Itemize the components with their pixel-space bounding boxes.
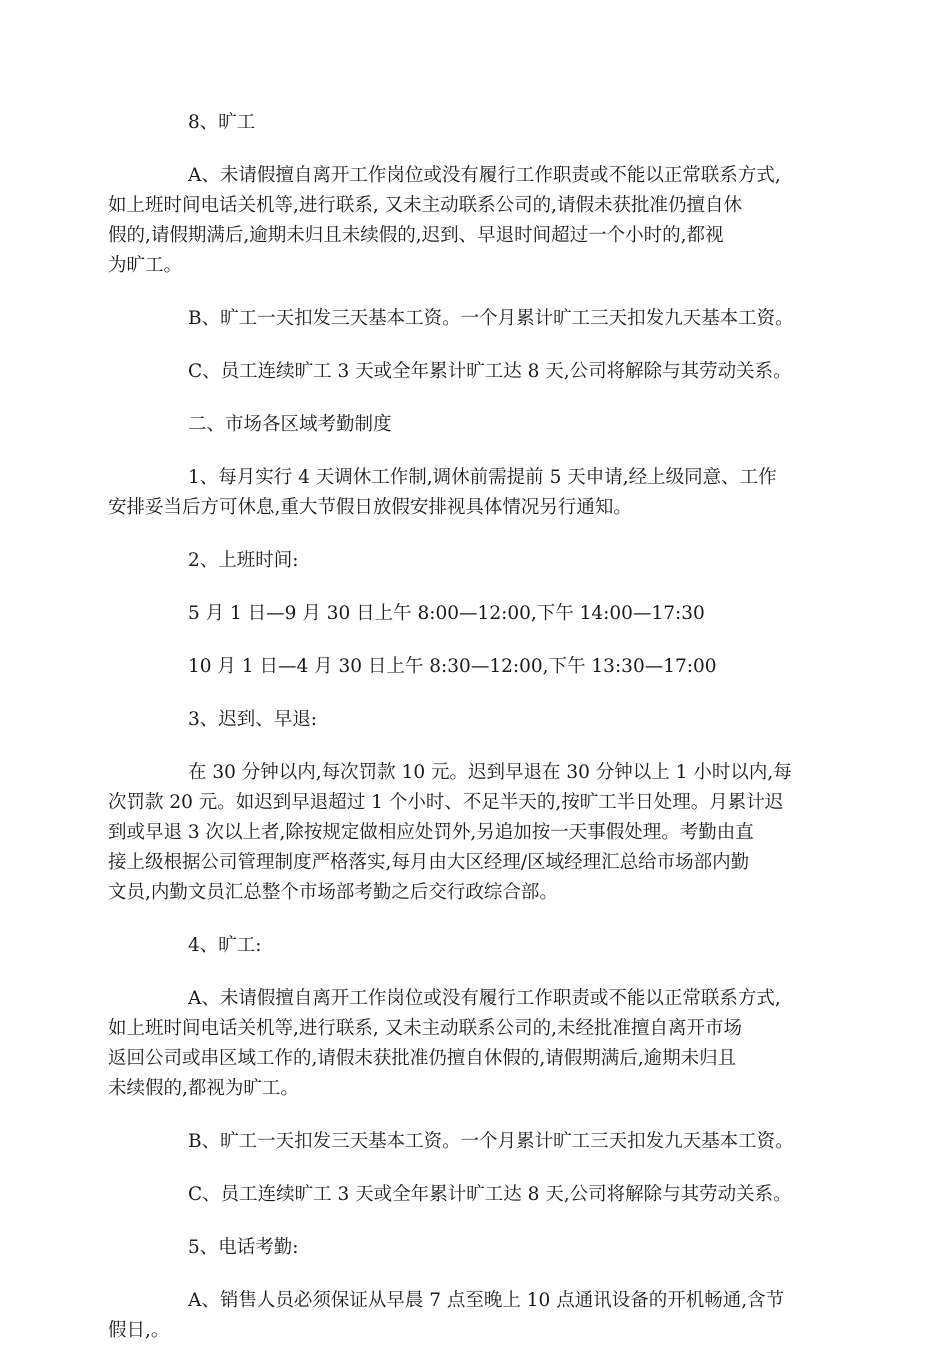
section-heading-market-attendance [188,410,842,440]
paragraph-working-hours-heading [188,546,842,576]
paragraph-summer-hours [188,599,842,629]
paragraph-line: 10 月 1 日—4 月 30 日上午 8:30—12:00,下午 13:30—17:00 [188,656,717,677]
paragraph-line: 返回公司或串区域工作的,请假未获批准仍擅自休假的,请假期满后,逾期未归且 [108,1048,737,1069]
document-body [108,108,842,1369]
paragraph-line: 如上班时间电话关机等,进行联系, 又未主动联系公司的,请假未获批准仍擅自休 [108,195,743,216]
paragraph-line: 5 月 1 日—9 月 30 日上午 8:00—12:00,下午 14:00—17:30 [188,603,705,624]
paragraph-absenteeism-b-2 [188,1127,842,1157]
paragraph-line: A、未请假擅自离开工作岗位或没有履行工作职责或不能以正常联系方式, [188,165,781,186]
paragraph-line: 二、市场各区域考勤制度 [188,414,392,435]
paragraph-line: 1、每月实行 4 天调休工作制,调休前需提前 5 天申请,经上级同意、工作 [188,467,777,488]
paragraph-line: 安排妥当后方可休息,重大节假日放假安排视具体情况另行通知。 [108,497,632,518]
paragraph-line: 为旷工。 [108,255,183,276]
paragraph-line: 假日,。 [108,1320,170,1341]
paragraph-heading-absenteeism [188,108,842,138]
paragraph-line: C、员工连续旷工 3 天或全年累计旷工达 8 天,公司将解除与其劳动关系。 [188,361,792,382]
paragraph-rest-days [108,463,842,523]
paragraph-absenteeism-c [188,357,842,387]
paragraph-late-early-rules [108,758,842,908]
paragraph-line: B、旷工一天扣发三天基本工资。一个月累计旷工三天扣发九天基本工资。 [188,1131,794,1152]
paragraph-line: A、销售人员必须保证从早晨 7 点至晚上 10 点通讯设备的开机畅通,含节 [188,1290,785,1311]
paragraph-line: 3、迟到、早退: [188,709,318,730]
paragraph-line: 8、旷工 [188,112,256,133]
paragraph-absenteeism-a-2 [108,984,842,1104]
paragraph-late-early-heading [188,705,842,735]
paragraph-line: 5、电话考勤: [188,1237,299,1258]
paragraph-line: 文员,内勤文员汇总整个市场部考勤之后交行政综合部。 [108,882,558,903]
paragraph-winter-hours [188,652,842,682]
paragraph-line: A、未请假擅自离开工作岗位或没有履行工作职责或不能以正常联系方式, [188,988,781,1009]
paragraph-line: B、旷工一天扣发三天基本工资。一个月累计旷工三天扣发九天基本工资。 [188,308,794,329]
paragraph-line: 接上级根据公司管理制度严格落实,每月由大区经理/区域经理汇总给市场部内勤 [108,852,750,873]
paragraph-line: 假的,请假期满后,逾期未归且未续假的,迟到、早退时间超过一个小时的,都视 [108,225,724,246]
paragraph-absenteeism-c-2 [188,1180,842,1210]
paragraph-line: 如上班时间电话关机等,进行联系, 又未主动联系公司的,未经批准擅自离开市场 [108,1018,743,1039]
paragraph-line: 2、上班时间: [188,550,299,571]
paragraph-line: 到或早退 3 次以上者,除按规定做相应处罚外,另追加按一天事假处理。考勤由直 [108,822,754,843]
paragraph-line: 在 30 分钟以内,每次罚款 10 元。迟到早退在 30 分钟以上 1 小时以内,每 [188,762,792,783]
paragraph-absenteeism-heading-2 [188,931,842,961]
paragraph-phone-attendance-heading [188,1233,842,1263]
paragraph-line: 未续假的,都视为旷工。 [108,1078,299,1099]
paragraph-absenteeism-b [188,304,842,334]
paragraph-line: 4、旷工: [188,935,262,956]
paragraph-line: 次罚款 20 元。如迟到早退超过 1 个小时、不足半天的,按旷工半日处理。月累计迟 [108,792,784,813]
paragraph-line: C、员工连续旷工 3 天或全年累计旷工达 8 天,公司将解除与其劳动关系。 [188,1184,792,1205]
paragraph-phone-attendance-a [108,1286,842,1346]
paragraph-absenteeism-a [108,161,842,281]
